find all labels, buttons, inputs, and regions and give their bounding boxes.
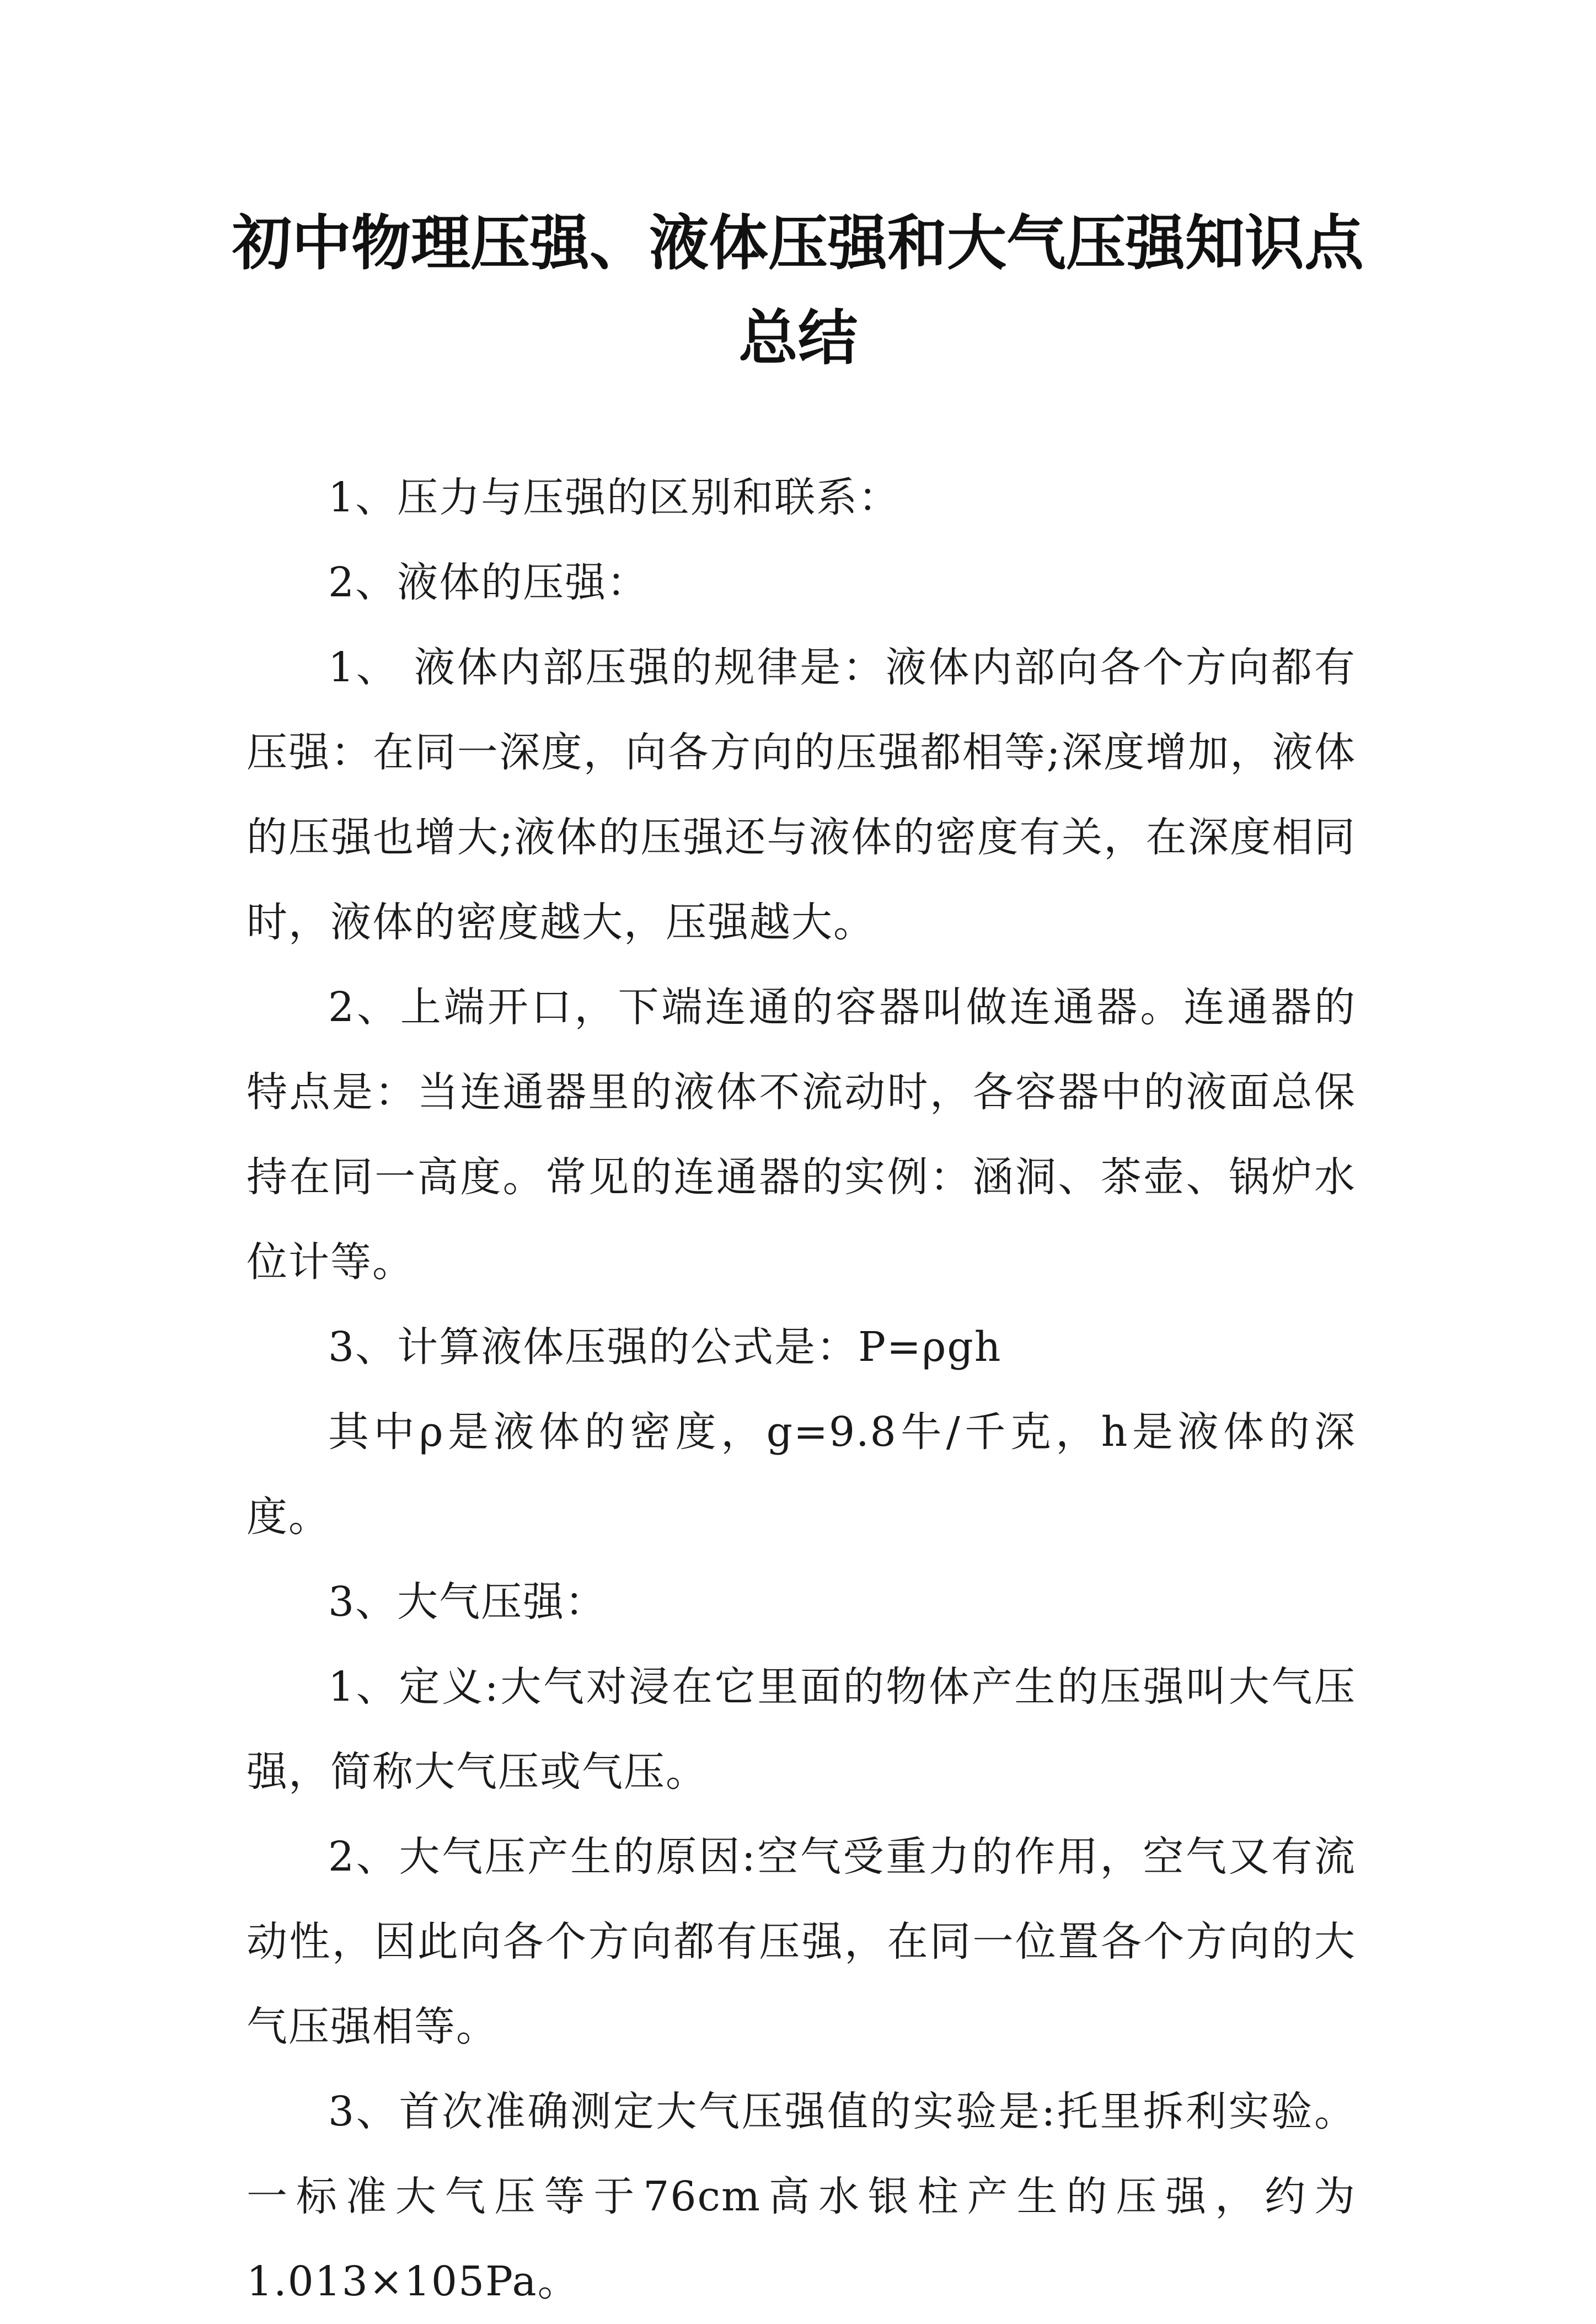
paragraph-formula-variables: 其中ρ是液体的密度，g=9.8牛/千克，h是液体的深度。	[247, 1408, 1356, 1541]
paragraph-liquid-pressure-rules: 1、 液体内部压强的规律是：液体内部向各个方向都有压强：在同一深度，向各方向的压强都相等;深度增加，液体的压强也增大;液体的压强还与液体的密度有关，在深度相同时，液体的密度越大，压强越大。	[247, 644, 1356, 946]
paragraph-atmospheric-cause: 2、大气压产生的原因:空气受重力的作用，空气又有流动性，因此向各个方向都有压强，在同一位置各个方向的大气压强相等。	[247, 1833, 1356, 2050]
heading-atmospheric-pressure: 3、大气压强：	[328, 1578, 607, 1626]
paragraph-pressure-vs-force: 1、压力与压强的区别和联系：	[328, 474, 901, 521]
paragraph-connected-vessels: 2、上端开口，下端连通的容器叫做连通器。连通器的特点是：当连通器里的液体不流动时，各容器中的液面总保持在同一高度。常见的连通器的实例：涵洞、茶壶、锅炉水位计等。	[247, 984, 1356, 1286]
paragraph-atmospheric-definition: 1、定义:大气对浸在它里面的物体产生的压强叫大气压强，简称大气压或气压。	[247, 1663, 1356, 1796]
paragraph-torricelli-experiment: 3、首次准确测定大气压强值的实验是:托里拆利实验。一标准大气压等于76cm高水银柱产生的压强，约为1.013×105Pa。	[247, 2088, 1356, 2305]
heading-liquid-pressure: 2、液体的压强：	[328, 559, 649, 606]
document-title: 初中物理压强、液体压强和大气压强知识点总结	[232, 209, 1364, 373]
document-body	[247, 455, 1356, 2324]
paragraph-liquid-pressure-formula: 3、计算液体压强的公式是：P=ρgh	[328, 1323, 1002, 1371]
